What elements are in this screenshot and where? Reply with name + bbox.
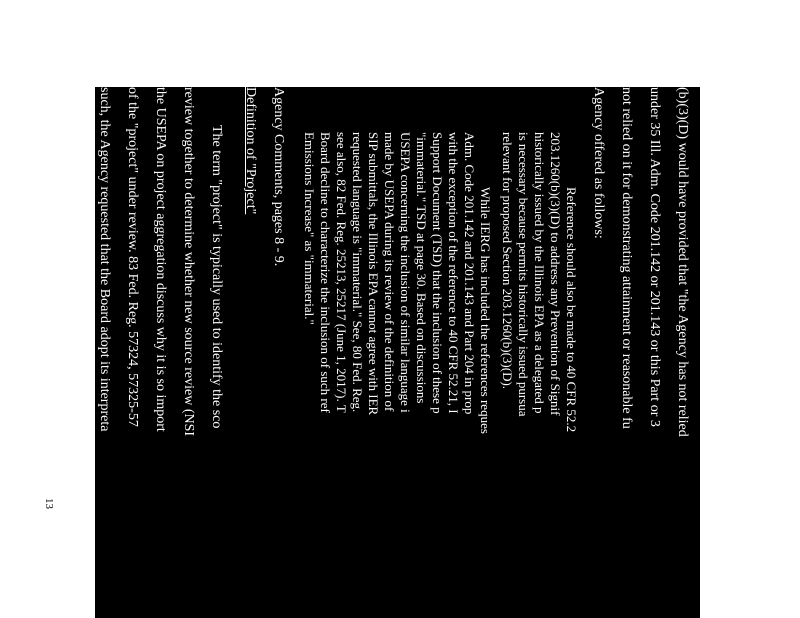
text-line: The term "project" is typically used to identify the sco bbox=[209, 125, 224, 429]
text-line: provided by proposed Section 203.1310. bbox=[69, 87, 84, 315]
quote-line: with the exception of the reference to 40 CFR 52.21, I bbox=[446, 132, 461, 414]
text-line: under 35 Ill. Adm. Code 201.142 or 201.143 or this Part or 3 bbox=[647, 87, 662, 427]
item-line: address "debottlenecking" and "project netting." If bbox=[5, 149, 20, 432]
quote-line: SIP submittals, the Illinois EPA cannot agree with IER bbox=[366, 132, 381, 416]
text-line: of the "project" under review. 83 Fed. Reg. 57324, 57325-57 bbox=[125, 87, 140, 427]
quote-line: Support Document (TSD) that the inclusion of these p bbox=[430, 132, 445, 414]
quote-line: relevant for proposed Section 203.1260(b)(3)(D). bbox=[500, 132, 515, 390]
quote-line: made by USEPA during its review of the definition of bbox=[382, 132, 397, 412]
text-line: not relied on it for demonstrating attainment or reasonable fu bbox=[619, 87, 634, 429]
page-number: 13 bbox=[43, 498, 55, 509]
text-line: (b)(3)(D) would have provided that "the Agency has not relied bbox=[675, 87, 690, 437]
text-line: review together to determine whether new source review (NSI bbox=[181, 87, 196, 437]
item-number: 4. bbox=[37, 125, 52, 136]
quote-line: see also, 82 Fed. Reg. 25213, 25217 (June 1, 2017). T bbox=[334, 132, 349, 413]
quote-line: USEPA concerning the inclusion of similar language i bbox=[398, 132, 413, 413]
quote-line: While IERG has included the references reques bbox=[478, 187, 493, 434]
document-text bbox=[5, 87, 700, 618]
quote-line: Emissions Increase" as "immaterial." bbox=[302, 132, 317, 325]
text-line: the USEPA on project aggregation discuss why it is so import bbox=[153, 87, 168, 432]
item-line: any revisions to the proposed rules are necessary to bbox=[21, 149, 36, 437]
quote-line: is necessary because permits historically issued pursua bbox=[516, 132, 531, 417]
quote-line: Adm. Code 201.142 and 201.143 and Part 204 in prop bbox=[462, 132, 477, 415]
text-line: Agency offered as follows: bbox=[591, 87, 606, 239]
scanned-document-page bbox=[5, 87, 700, 618]
text-line: such, the Agency requested that the Board adopt its interpreta bbox=[97, 87, 112, 432]
quote-line: Board decline to characterize the inclusion of such ref bbox=[318, 132, 333, 413]
comments-citation: Agency Comments, pages 8 - 9. bbox=[271, 87, 286, 267]
section-heading: Definition of "Project" bbox=[243, 87, 258, 215]
quote-line: requested language is "immaterial." See, 80 Fed. Reg. bbox=[350, 132, 365, 413]
quote-line: historically issued by the Illinois EPA as a delegated p bbox=[532, 132, 547, 414]
item-line: Regarding the definition of "project" under Sectio bbox=[37, 149, 52, 429]
quote-line: Reference should also be made to 40 CFR 52.2 bbox=[564, 187, 579, 433]
quote-line: "immaterial." TSD at page 30. Based on discussions bbox=[414, 132, 429, 404]
quote-line: 203.1260(b)(3)(D) to address any Prevention of Signif bbox=[548, 132, 563, 416]
